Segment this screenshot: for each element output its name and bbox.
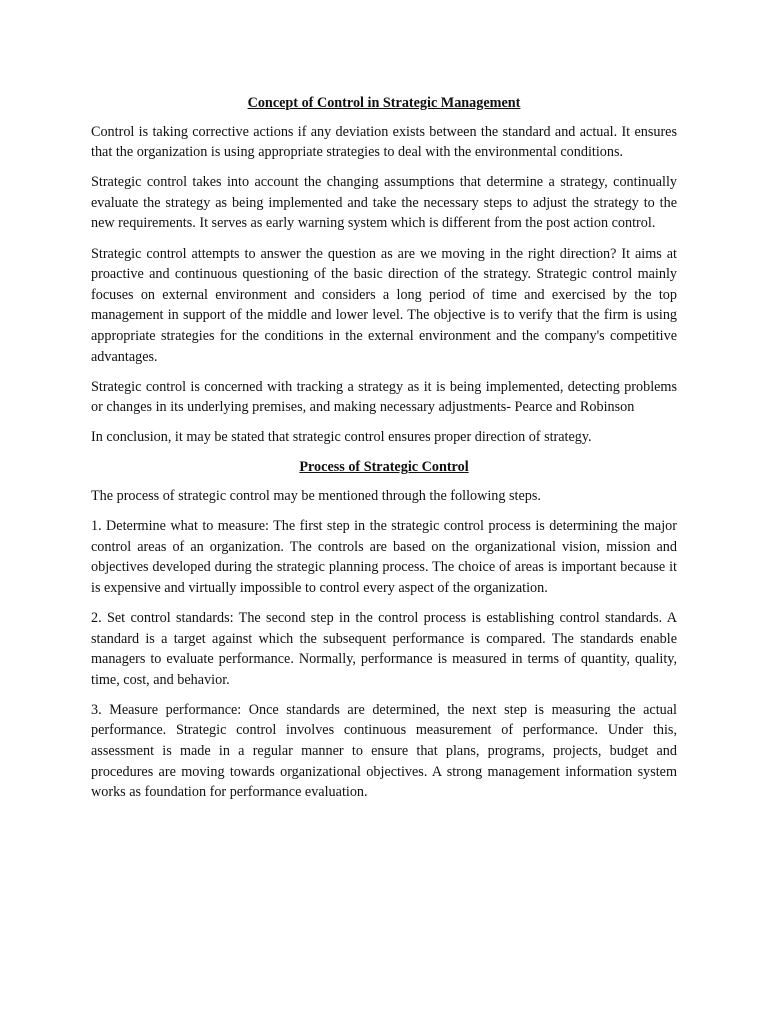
paragraph-process-intro: The process of strategic control may be mentioned through the following steps. <box>91 488 541 504</box>
paragraph-pearce-robinson-quote: Strategic control is concerned with tracking a strategy as it is being implemented, detecting problems or changes in its underlying premises, and making necessary adjustments- Pearce and Robinson <box>91 378 677 416</box>
paragraph-control-definition: Control is taking corrective actions if any deviation exists between the standard and actual. It ensures that the organization is using appropriate strategies to deal with the environmental conditions. <box>91 123 677 161</box>
paragraph-strategic-control-direction: Strategic control attempts to answer the question as are we moving in the right direction? It aims at proactive and continuous questioning of the basic direction of the strategy. Strategic control mainly focuses on external environment and considers a long period of time and exercised by the top management in support of the middle and lower level. The objective is to verify that the firm is using appropriate strategies for the conditions in the external environment and the company's competitive advantages. <box>91 245 677 365</box>
paragraph-step-set-control-standards: 2. Set control standards: The second step in the control process is establishing control standards. A standard is a target against which the subsequent performance is compared. The standards enable managers to evaluate performance. Normally, performance is measured in terms of quantity, quality, time, cost, and behavior. <box>91 609 677 688</box>
paragraph-step-measure-performance: 3. Measure performance: Once standards are determined, the next step is measuring the actual performance. Strategic control involves continuous measurement of performance. Under this, assessment is made in a regular manner to ensure that plans, programs, projects, budget and procedures are moving towards organizational objectives. A strong management information system works as foundation for performance evaluation. <box>91 701 677 801</box>
paragraph-step-determine-what-to-measure: 1. Determine what to measure: The first step in the strategic control process is determining the major control areas of an organization. The controls are based on the organizational vision, mission and objectives developed during the strategic planning process. The choice of areas is important because it is expensive and virtually impossible to control every aspect of the organization. <box>91 518 677 596</box>
document-body <box>91 93 677 812</box>
section-title-process-of-strategic-control: Process of Strategic Control <box>299 459 469 476</box>
paragraph-strategic-control-assumptions: Strategic control takes into account the changing assumptions that determine a strategy, continually evaluate the strategy as being implemented and take the necessary steps to adjust the strategy to the new requirements. It serves as early warning system which is different from the post action control. <box>91 174 677 232</box>
paragraph-conclusion: In conclusion, it may be stated that strategic control ensures proper direction of strategy. <box>91 429 592 446</box>
section-title-concept-of-control: Concept of Control in Strategic Management <box>247 95 521 111</box>
